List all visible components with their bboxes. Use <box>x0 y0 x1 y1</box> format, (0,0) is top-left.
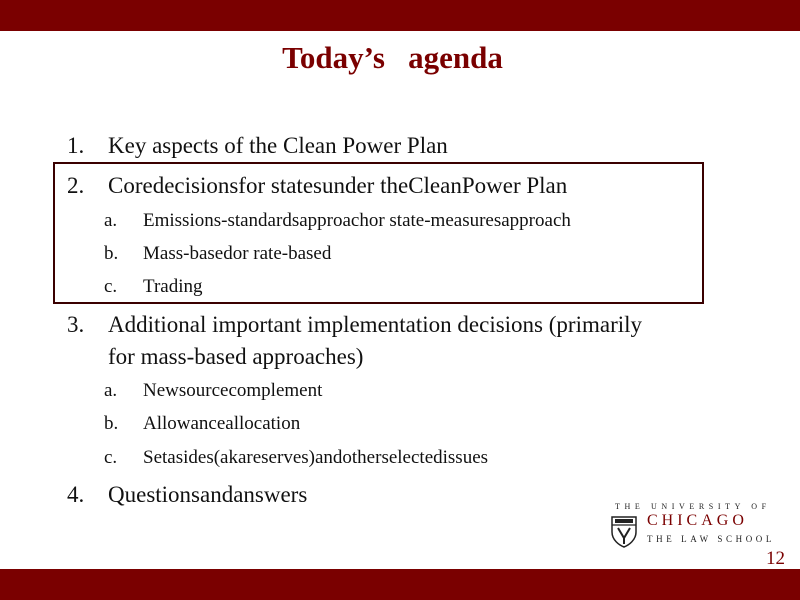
agenda-item-number: 4. <box>67 482 85 507</box>
subitem-text: Newsourcecomplement <box>143 380 323 401</box>
university-logo <box>611 502 781 552</box>
agenda-item-number: 2. <box>67 173 85 198</box>
top-banner <box>0 0 800 31</box>
agenda-item-number: 1. <box>67 133 85 158</box>
agenda-item-text: for mass-based approaches) <box>108 344 364 369</box>
subitem-letter: c. <box>104 447 118 468</box>
agenda-item-text: Coredecisionsfor statesunder theCleanPower Plan <box>108 173 568 198</box>
logo-line-law-school: THE LAW SCHOOL <box>647 534 776 544</box>
agenda-item-text: Additional important implementation decisions (primarily <box>108 312 643 337</box>
subitem-letter: b. <box>104 413 119 434</box>
bottom-banner <box>0 569 800 600</box>
subitem-letter: a. <box>104 210 118 231</box>
slide-title: Today’s agenda <box>282 40 503 75</box>
subitem-letter: c. <box>104 276 118 297</box>
logo-line-chicago: CHICAGO <box>647 512 748 529</box>
subitem-text: Mass-basedor rate-based <box>143 243 332 264</box>
agenda-item-number: 3. <box>67 312 85 337</box>
subitem-text: Setasides(akareserves)andotherselectedissues <box>143 447 489 468</box>
subitem-text: Trading <box>143 276 203 297</box>
subitem-letter: b. <box>104 243 119 264</box>
agenda-item-text: Key aspects of the Clean Power Plan <box>108 133 448 158</box>
subitem-text: Emissions-standardsapproachor state-measuresapproach <box>143 210 571 231</box>
subitem-letter: a. <box>104 380 118 401</box>
subitem-text: Allowanceallocation <box>143 413 301 434</box>
agenda-item-text: Questionsandanswers <box>108 482 308 507</box>
page-number: 12 <box>766 548 785 569</box>
university-shield-icon <box>611 516 637 548</box>
logo-line-university: THE UNIVERSITY OF <box>615 502 771 511</box>
